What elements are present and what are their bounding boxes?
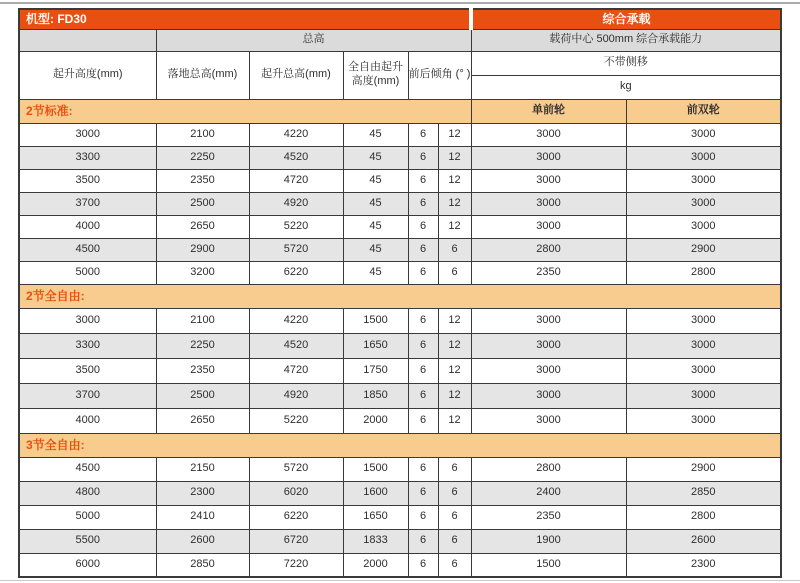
data-cell: 3000 (471, 123, 626, 146)
table-row (19, 146, 781, 169)
data-cell: 1500 (343, 457, 408, 481)
data-cell: 6 (408, 238, 438, 261)
data-cell: 2300 (156, 481, 249, 505)
data-cell: 3000 (626, 215, 781, 238)
mast-spec-table (18, 8, 782, 578)
data-cell: 45 (343, 192, 408, 215)
data-cell: 12 (438, 123, 471, 146)
data-cell: 1600 (343, 481, 408, 505)
data-cell: 2500 (156, 192, 249, 215)
section-band-row (19, 99, 781, 123)
data-cell: 4800 (19, 481, 156, 505)
data-cell: 3000 (626, 383, 781, 408)
top-divider (0, 2, 800, 4)
data-cell: 1650 (343, 333, 408, 358)
data-cell: 6 (408, 215, 438, 238)
data-cell: 3000 (471, 146, 626, 169)
data-cell: 2410 (156, 505, 249, 529)
data-cell: 2150 (156, 457, 249, 481)
data-cell: 6 (438, 505, 471, 529)
data-cell: 2600 (626, 529, 781, 553)
data-cell: 6000 (19, 553, 156, 577)
data-cell: 45 (343, 238, 408, 261)
data-cell: 6 (408, 383, 438, 408)
data-cell: 3000 (471, 333, 626, 358)
data-cell: 3300 (19, 146, 156, 169)
unit-header: kg (471, 75, 781, 99)
data-cell: 2800 (626, 261, 781, 284)
col-header-lowered-height: 落地总高(mm) (156, 51, 249, 99)
data-cell: 5000 (19, 505, 156, 529)
data-cell: 6 (408, 308, 438, 333)
data-cell: 6 (408, 192, 438, 215)
data-cell: 6 (408, 169, 438, 192)
data-cell: 2900 (626, 238, 781, 261)
load-center-header: 载荷中心 500mm 综合承载能力 (471, 29, 781, 51)
table-row (19, 358, 781, 383)
table-row (19, 169, 781, 192)
data-cell: 1833 (343, 529, 408, 553)
combined-capacity-header: 综合承载 (471, 9, 781, 29)
data-cell: 2850 (156, 553, 249, 577)
data-cell: 6 (408, 553, 438, 577)
data-cell: 2350 (471, 261, 626, 284)
data-cell: 4520 (249, 146, 343, 169)
data-cell: 6020 (249, 481, 343, 505)
table-row (19, 123, 781, 146)
table-row (19, 238, 781, 261)
data-cell: 6 (408, 146, 438, 169)
data-cell: 5720 (249, 457, 343, 481)
data-cell: 3000 (471, 308, 626, 333)
data-cell: 3000 (626, 123, 781, 146)
data-cell: 45 (343, 169, 408, 192)
data-cell: 45 (343, 261, 408, 284)
data-cell: 1750 (343, 358, 408, 383)
data-cell: 2650 (156, 215, 249, 238)
data-cell: 2400 (471, 481, 626, 505)
data-cell: 6 (438, 553, 471, 577)
table-row (19, 383, 781, 408)
data-cell: 3000 (471, 383, 626, 408)
data-cell: 4000 (19, 408, 156, 433)
data-cell: 2100 (156, 123, 249, 146)
data-cell: 3000 (471, 358, 626, 383)
section-band-row (19, 284, 781, 308)
data-cell: 3000 (471, 215, 626, 238)
no-sideshift-header: 不带侧移 (471, 51, 781, 75)
data-cell: 6 (408, 261, 438, 284)
data-cell: 5720 (249, 238, 343, 261)
data-cell: 6 (408, 505, 438, 529)
data-cell: 5500 (19, 529, 156, 553)
data-cell: 5220 (249, 215, 343, 238)
data-cell: 6 (438, 529, 471, 553)
table-row (19, 192, 781, 215)
table-row (19, 308, 781, 333)
data-cell: 6 (408, 358, 438, 383)
data-cell: 1850 (343, 383, 408, 408)
data-cell: 45 (343, 215, 408, 238)
empty-corner-cell (19, 29, 156, 51)
table-row (19, 481, 781, 505)
data-cell: 2800 (626, 505, 781, 529)
table-row (19, 215, 781, 238)
data-cell: 6 (438, 481, 471, 505)
data-cell: 3500 (19, 169, 156, 192)
bottom-divider (0, 580, 800, 581)
data-cell: 2800 (471, 457, 626, 481)
data-cell: 12 (438, 192, 471, 215)
data-cell: 3000 (471, 408, 626, 433)
model-header: 机型: FD30 (19, 9, 471, 29)
data-cell: 1900 (471, 529, 626, 553)
data-cell: 3000 (626, 146, 781, 169)
data-cell: 2350 (156, 358, 249, 383)
data-cell: 1650 (343, 505, 408, 529)
data-cell: 2350 (471, 505, 626, 529)
data-cell: 3000 (19, 123, 156, 146)
data-cell: 1500 (343, 308, 408, 333)
data-cell: 4920 (249, 192, 343, 215)
data-cell: 2500 (156, 383, 249, 408)
data-cell: 3000 (626, 192, 781, 215)
title-row (19, 9, 781, 29)
data-cell: 2300 (626, 553, 781, 577)
data-cell: 12 (438, 358, 471, 383)
data-cell: 3700 (19, 383, 156, 408)
data-cell: 6 (438, 457, 471, 481)
data-cell: 4220 (249, 123, 343, 146)
data-cell: 4920 (249, 383, 343, 408)
data-cell: 4500 (19, 457, 156, 481)
data-cell: 6720 (249, 529, 343, 553)
col-header-free-lift: 全自由起升高度(mm) (343, 51, 408, 99)
data-cell: 4000 (19, 215, 156, 238)
data-cell: 6 (408, 481, 438, 505)
data-cell: 5000 (19, 261, 156, 284)
data-cell: 2000 (343, 553, 408, 577)
data-cell: 2800 (471, 238, 626, 261)
data-cell: 4720 (249, 169, 343, 192)
data-cell: 3500 (19, 358, 156, 383)
table-row (19, 505, 781, 529)
data-cell: 2650 (156, 408, 249, 433)
data-cell: 3200 (156, 261, 249, 284)
data-cell: 6 (408, 123, 438, 146)
data-cell: 45 (343, 123, 408, 146)
section-label: 3节全自由: (19, 433, 781, 457)
data-cell: 12 (438, 215, 471, 238)
data-cell: 3300 (19, 333, 156, 358)
data-cell: 3000 (19, 308, 156, 333)
data-cell: 3000 (626, 408, 781, 433)
col-header-tilt-angle: 前后倾角 (° ) (408, 51, 471, 99)
data-cell: 6 (408, 529, 438, 553)
table-row (19, 529, 781, 553)
data-cell: 4720 (249, 358, 343, 383)
table-row (19, 261, 781, 284)
total-height-header: 总高 (156, 29, 471, 51)
data-cell: 2600 (156, 529, 249, 553)
column-header-row (19, 51, 781, 75)
table-row (19, 457, 781, 481)
data-cell: 2350 (156, 169, 249, 192)
data-cell: 3000 (626, 169, 781, 192)
data-cell: 2100 (156, 308, 249, 333)
data-cell: 4500 (19, 238, 156, 261)
data-cell: 3000 (626, 333, 781, 358)
data-cell: 3000 (626, 358, 781, 383)
section-label: 2节全自由: (19, 284, 781, 308)
data-cell: 6 (408, 333, 438, 358)
data-cell: 12 (438, 383, 471, 408)
data-cell: 2000 (343, 408, 408, 433)
data-cell: 4220 (249, 308, 343, 333)
table-row (19, 408, 781, 433)
data-cell: 3700 (19, 192, 156, 215)
data-cell: 3000 (471, 169, 626, 192)
data-cell: 4520 (249, 333, 343, 358)
table-row (19, 333, 781, 358)
data-cell: 12 (438, 169, 471, 192)
data-cell: 12 (438, 333, 471, 358)
data-cell: 12 (438, 408, 471, 433)
section-band-row (19, 433, 781, 457)
data-cell: 2250 (156, 146, 249, 169)
data-cell: 5220 (249, 408, 343, 433)
data-cell: 6 (438, 238, 471, 261)
data-cell: 1500 (471, 553, 626, 577)
data-cell: 2850 (626, 481, 781, 505)
data-cell: 7220 (249, 553, 343, 577)
table-row (19, 553, 781, 577)
dual-front-wheel-header: 前双轮 (626, 99, 781, 123)
data-cell: 12 (438, 308, 471, 333)
data-cell: 6220 (249, 505, 343, 529)
data-cell: 12 (438, 146, 471, 169)
data-cell: 45 (343, 146, 408, 169)
data-cell: 6 (408, 408, 438, 433)
data-cell: 2900 (156, 238, 249, 261)
data-cell: 6 (438, 261, 471, 284)
col-header-lift-height: 起升高度(mm) (19, 51, 156, 99)
data-cell: 6220 (249, 261, 343, 284)
section-label: 2节标准: (19, 99, 471, 123)
subtitle-row (19, 29, 781, 51)
single-front-wheel-header: 单前轮 (471, 99, 626, 123)
col-header-extended-height: 起升总高(mm) (249, 51, 343, 99)
data-cell: 6 (408, 457, 438, 481)
data-cell: 3000 (626, 308, 781, 333)
data-cell: 2250 (156, 333, 249, 358)
data-cell: 3000 (471, 192, 626, 215)
data-cell: 2900 (626, 457, 781, 481)
